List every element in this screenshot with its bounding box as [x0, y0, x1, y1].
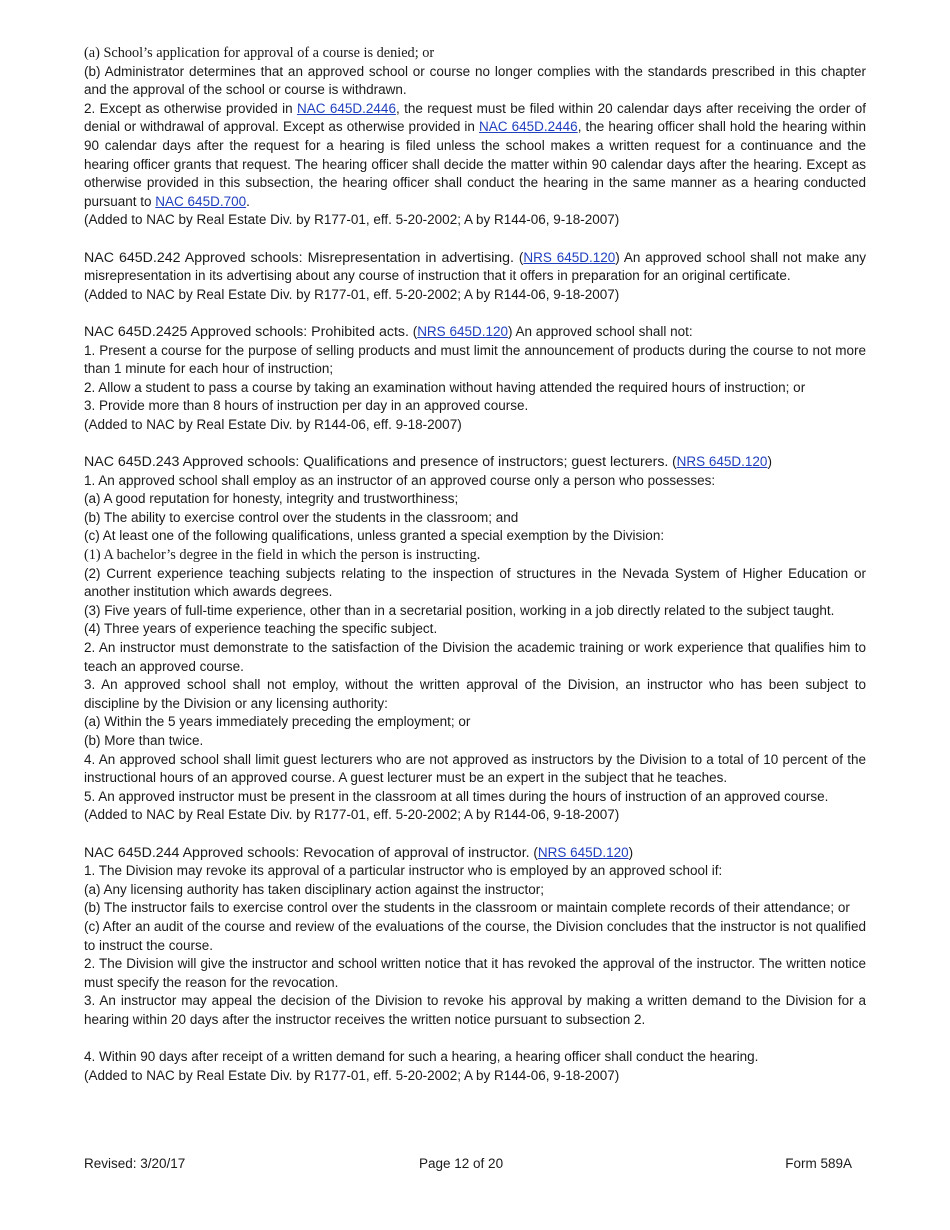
list-item: (b) The instructor fails to exercise control over the students in the classroom or maintain complete records of their attendance; or: [84, 900, 850, 916]
form-number: Form 589A: [785, 1156, 852, 1171]
section-2425: NAC 645D.2425 Approved schools: Prohibited acts. (NRS 645D.120) An approved school shall not:: [84, 323, 693, 340]
list-item: 2. The Division will give the instructor and school written notice that it has revoked the approval of the instructor. The written notice must specify the reason for the revocation.: [84, 956, 866, 990]
section-242-title: NAC 645D.242 Approved schools: Misrepresentation in advertising.: [84, 249, 515, 266]
spacer: [84, 304, 866, 323]
list-item: (b) The ability to exercise control over the students in the classroom; and: [84, 509, 519, 525]
nrs-645d-120-link[interactable]: NRS 645D.120: [537, 844, 629, 860]
nac-645d-2446-link-2[interactable]: NAC 645D.2446: [479, 119, 578, 135]
list-item: (b) More than twice.: [84, 732, 204, 748]
list-item: (a) Within the 5 years immediately preceding the employment; or: [84, 714, 471, 730]
section-243-history: (Added to NAC by Real Estate Div. by R177-01, eff. 5-20-2002; A by R144-06, 9-18-2007): [84, 807, 620, 823]
intro-history: (Added to NAC by Real Estate Div. by R177-01, eff. 5-20-2002; A by R144-06, 9-18-2007): [84, 212, 620, 228]
intro-item-2: 2. Except as otherwise provided in NAC 645D.2446, the request must be filed within 20 calendar days after receiving the order of denial or withdrawal of approval. Except as otherwise provided in NAC 645D.2446, the hearing officer shall hold the hearing within 90 calendar days after the request for a hearing is filed unless the school makes a written request for a continuance and the hearing officer grants that request. The hearing officer shall decide the matter within 90 calendar days after the hearing. Except as otherwise provided in this subsection, the hearing officer shall conduct the hearing in the same manner as a hearing conducted pursuant to NAC 645D.700.: [84, 100, 867, 209]
section-244-history: (Added to NAC by Real Estate Div. by R177-01, eff. 5-20-2002; A by R144-06, 9-18-2007): [84, 1067, 620, 1083]
section-243-title: NAC 645D.243 Approved schools: Qualifications and presence of instructors; guest lecturers.: [84, 454, 669, 471]
nac-645d-2446-link[interactable]: NAC 645D.2446: [297, 100, 396, 116]
list-item: 2. Allow a student to pass a course by taking an examination without having attended the required hours of instruction; or: [84, 379, 806, 395]
intro-item-a: (a) School’s application for approval of a course is denied; or: [84, 45, 435, 61]
section-2425-history: (Added to NAC by Real Estate Div. by R144-06, eff. 9-18-2007): [84, 416, 462, 432]
section-242: NAC 645D.242 Approved schools: Misrepresentation in advertising. (NRS 645D.120) An approved school shall not make any misrepresentation in its advertising about any course of instruction that it offers in preparation for an original certificate.: [84, 249, 866, 284]
nrs-645d-120-link[interactable]: NRS 645D.120: [417, 323, 508, 339]
section-2425-title: NAC 645D.2425 Approved schools: Prohibited acts.: [84, 323, 409, 340]
revised-date: Revised: 3/20/17: [84, 1156, 186, 1171]
list-item: (3) Five years of full-time experience, other than in a secretarial position, working in a job directly related to the subject taught.: [84, 602, 835, 618]
nrs-645d-120-link[interactable]: NRS 645D.120: [523, 249, 616, 265]
section-242-history: (Added to NAC by Real Estate Div. by R177-01, eff. 5-20-2002; A by R144-06, 9-18-2007): [84, 286, 620, 302]
list-item: 1. An approved school shall employ as an instructor of an approved course only a person who possesses:: [84, 472, 716, 488]
spacer: [84, 1029, 866, 1048]
section-244-title: NAC 645D.244 Approved schools: Revocation of approval of instructor.: [84, 844, 530, 861]
list-item: 3. An approved school shall not employ, without the written approval of the Division, an instructor who has been subject to discipline by the Division or any licensing authority:: [84, 677, 866, 711]
list-item: (a) A good reputation for honesty, integrity and trustworthiness;: [84, 491, 459, 507]
list-item: 4. Within 90 days after receipt of a written demand for such a hearing, a hearing officer shall conduct the hearing.: [84, 1049, 759, 1065]
list-item: (a) Any licensing authority has taken disciplinary action against the instructor;: [84, 881, 544, 897]
list-item: (1) A bachelor’s degree in the field in which the person is instructing.: [84, 547, 481, 564]
list-item: 2. An instructor must demonstrate to the satisfaction of the Division the academic training or work experience that qualifies him to teach an approved course.: [84, 640, 866, 674]
spacer: [84, 230, 866, 249]
page-footer: [84, 1156, 852, 1176]
section-243: NAC 645D.243 Approved schools: Qualifications and presence of instructors; guest lecturers. (NRS 645D.120): [84, 454, 772, 471]
list-item: (c) At least one of the following qualifications, unless granted a special exemption by the Division:: [84, 528, 665, 544]
nrs-645d-120-link[interactable]: NRS 645D.120: [676, 454, 768, 470]
list-item: 3. Provide more than 8 hours of instruction per day in an approved course.: [84, 398, 529, 414]
list-item: (4) Three years of experience teaching the specific subject.: [84, 621, 438, 637]
document-body: [84, 44, 866, 1085]
spacer: [84, 825, 866, 844]
list-item: (2) Current experience teaching subjects relating to the inspection of structures in the Nevada System of Higher Education or another institution which awards degrees.: [84, 565, 866, 600]
list-item: 1. The Division may revoke its approval of a particular instructor who is employed by an approved school if:: [84, 863, 723, 879]
section-244: NAC 645D.244 Approved schools: Revocation of approval of instructor. (NRS 645D.120): [84, 844, 634, 861]
list-item: 1. Present a course for the purpose of selling products and must limit the announcement of products during the course to not more than 1 minute for each hour of instruction;: [84, 342, 866, 377]
list-item: (c) After an audit of the course and review of the evaluations of the course, the Division concludes that the instructor is not qualified to instruct the course.: [84, 918, 866, 953]
nac-645d-700-link[interactable]: NAC 645D.700: [155, 193, 247, 209]
list-item: 5. An approved instructor must be present in the classroom at all times during the hours of instruction of an approved course.: [84, 788, 829, 804]
page-number: Page 12 of 20: [419, 1156, 504, 1171]
list-item: 4. An approved school shall limit guest lecturers who are not approved as instructors by the Division to a total of 10 percent of the instructional hours of an approved course. A guest lecturer must be an expert in the subject that he teaches.: [84, 751, 866, 786]
spacer: [84, 434, 866, 453]
intro-item-b: (b) Administrator determines that an approved school or course no longer complies with the standards prescribed in this chapter and the approval of the school or course is withdrawn.: [84, 63, 866, 98]
list-item: 3. An instructor may appeal the decision of the Division to revoke his approval by making a written demand to the Division for a hearing within 20 days after the instructor receives the written notice pursuant to subsection 2.: [84, 993, 866, 1027]
